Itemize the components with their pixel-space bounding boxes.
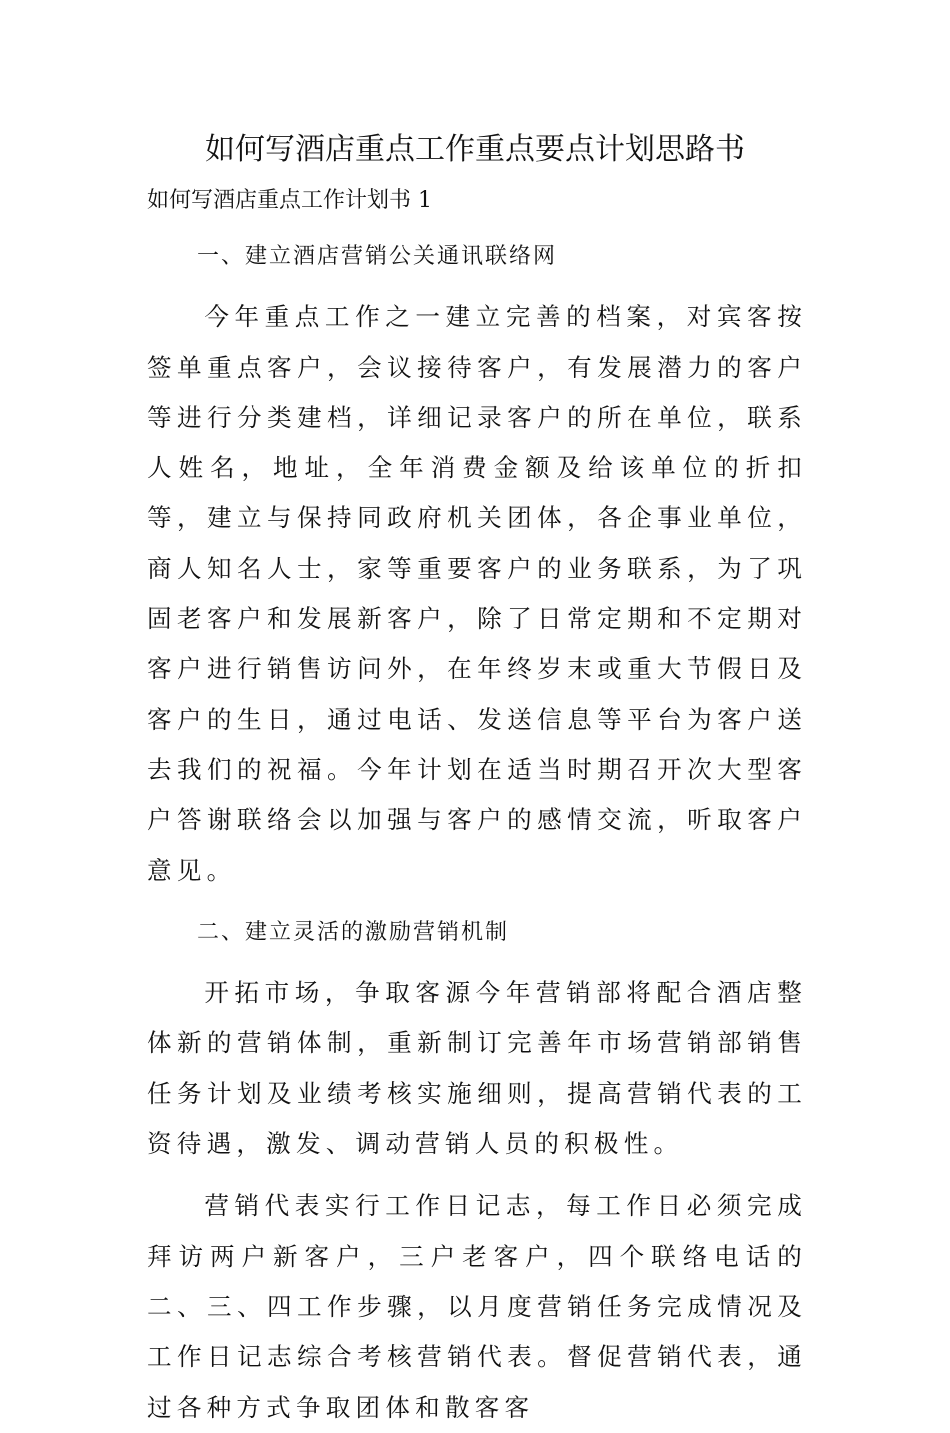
section-1-paragraph: 今年重点工作之一建立完善的档案，对宾客按签单重点客户，会议接待客户，有发展潜力的客户等进行分类建档，详细记录客户的所在单位，联系人姓名，地址，全年消费金额及给该单位的折扣等，建立与保持同政府机关团体，各企事业单位，商人知名人士，家等重要客户的业务联系，为了巩固老客户和发展新客户，除了日常定期和不定期对客户进行销售访问外，在年终岁末或重大节假日及客户的生日，通过电话、发送信息等平台为客户送去我们的祝福。今年计划在适当时期召开次大型客户答谢联络会以加强与客户的感情交流，听取客户意见。 <box>147 302 807 885</box>
section-2-paragraph-2: 营销代表实行工作日记志，每工作日必须完成拜访两户新客户，三户老客户，四个联络电话的二、三、四工作步骤，以月度营销任务完成情况及工作日记志综合考核营销代表。督促营销代表，通过各种方式争取团体和散客客 <box>147 1191 807 1422</box>
section-2-paragraph-1: 开拓市场，争取客源今年营销部将配合酒店整体新的营销体制，重新制订完善年市场营销部销售任务计划及业绩考核实施细则，提高营销代表的工资待遇，激发、调动营销人员的积极性。 <box>147 978 807 1159</box>
document-title: 如何写酒店重点工作重点要点计划思路书 <box>205 132 745 167</box>
document-subtitle: 如何写酒店重点工作计划书 1 <box>147 188 432 213</box>
section-2-heading: 二、建立灵活的激励营销机制 <box>197 919 510 945</box>
section-1-heading: 一、建立酒店营销公关通讯联络网 <box>197 244 558 269</box>
document-body <box>147 232 807 1433</box>
